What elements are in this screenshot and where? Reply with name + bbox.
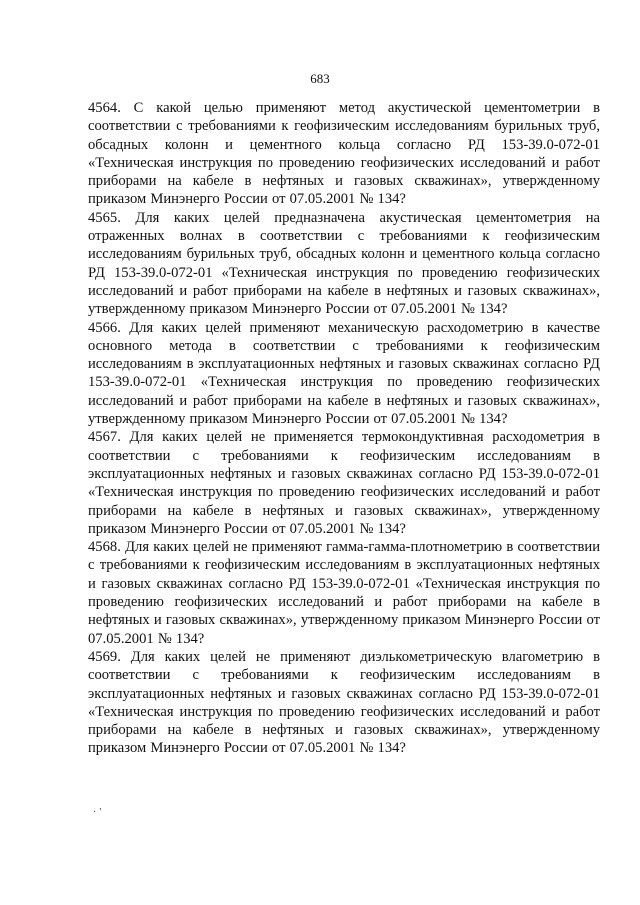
question-text: Для каких целей применяют механическую расходометрию в качестве основного метода в соответствии с требованиями к геофизическим исследованиям в эксплуатационных нефтяных и газовых скважинах согласно РД 153-39.0-072-01 «Техническая инструкция по проведению геофизических исследований и работ приборами на кабеле в нефтяных и газовых скважинах», утвержденному приказом Минэнерго России от 07.05.2001 № 134?	[88, 319, 600, 428]
question-text: Для каких целей не применяется термокондуктивная расходометрия в соответствии с требованиями к геофизическим исследованиям в эксплуатационных нефтяных и газовых скважинах согласно РД 153-39.0-072-01 «Техническая инструкция по проведению геофизических исследований и работ приборами на кабеле в нефтяных и газовых скважинах», утвержденному приказом Минэнерго России от 07.05.2001 № 134?	[88, 429, 600, 537]
question-text: Для каких целей не применяют гамма-гамма-плотнометрию в соответствии с требованиями к геофизическим исследованиям в эксплуатационных нефтяных и газовых скважинах согласно РД 153-39.0-072-01 «Техническая инструкция по проведению геофизических исследований и работ приборами на кабеле в нефтяных и газовых скважинах», утвержденному приказом Минэнерго России от 07.05.2001 № 134?	[88, 539, 600, 647]
question-4566	[88, 319, 600, 429]
scan-marks: · ‛	[93, 807, 103, 818]
question-4568	[88, 538, 600, 648]
question-text: С какой целью применяют метод акустической цементометрии в соответствии с требованиями к геофизическим исследованиям бурильных труб, обсадных колонн и цементного кольца согласно РД 153-39.0-072-01 «Техническая инструкция по проведению геофизических исследований и работ приборами на кабеле в нефтяных и газовых скважинах», утвержденному приказом Минэнерго России от 07.05.2001 № 134?	[88, 100, 601, 208]
question-number: 4569.	[88, 648, 121, 665]
question-4567	[88, 428, 600, 538]
question-number: 4566.	[88, 319, 121, 336]
question-4565	[88, 209, 600, 319]
question-number: 4565.	[88, 209, 121, 226]
question-text: Для каких целей предназначена акустическая цементометрия на отраженных волнах в соответствии с требованиями к геофизическим исследованиям бурильных труб, обсадных колонн и цементного кольца согласно РД 153-39.0-072-01 «Техническая инструкция по проведению геофизических исследований и работ приборами на кабеле в нефтяных и газовых скважинах», утвержденному приказом Минэнерго России от 07.05.2001 № 134?	[88, 209, 600, 318]
page-number: 683	[310, 71, 330, 86]
question-number: 4568.	[88, 539, 121, 556]
document-body	[88, 99, 600, 758]
question-4569	[88, 648, 600, 758]
question-text: Для каких целей не применяют диэлькометрическую влагометрию в соответствии с требованиями к геофизическим исследованиям в эксплуатационных нефтяных и газовых скважинах согласно РД 153-39.0-072-01 «Техническая инструкция по проведению геофизических исследований и работ приборами на кабеле в нефтяных и газовых скважинах», утвержденному приказом Минэнерго России от 07.05.2001 № 134?	[88, 648, 600, 757]
question-4564	[88, 99, 600, 209]
question-number: 4564.	[88, 100, 121, 116]
question-number: 4567.	[88, 429, 121, 446]
